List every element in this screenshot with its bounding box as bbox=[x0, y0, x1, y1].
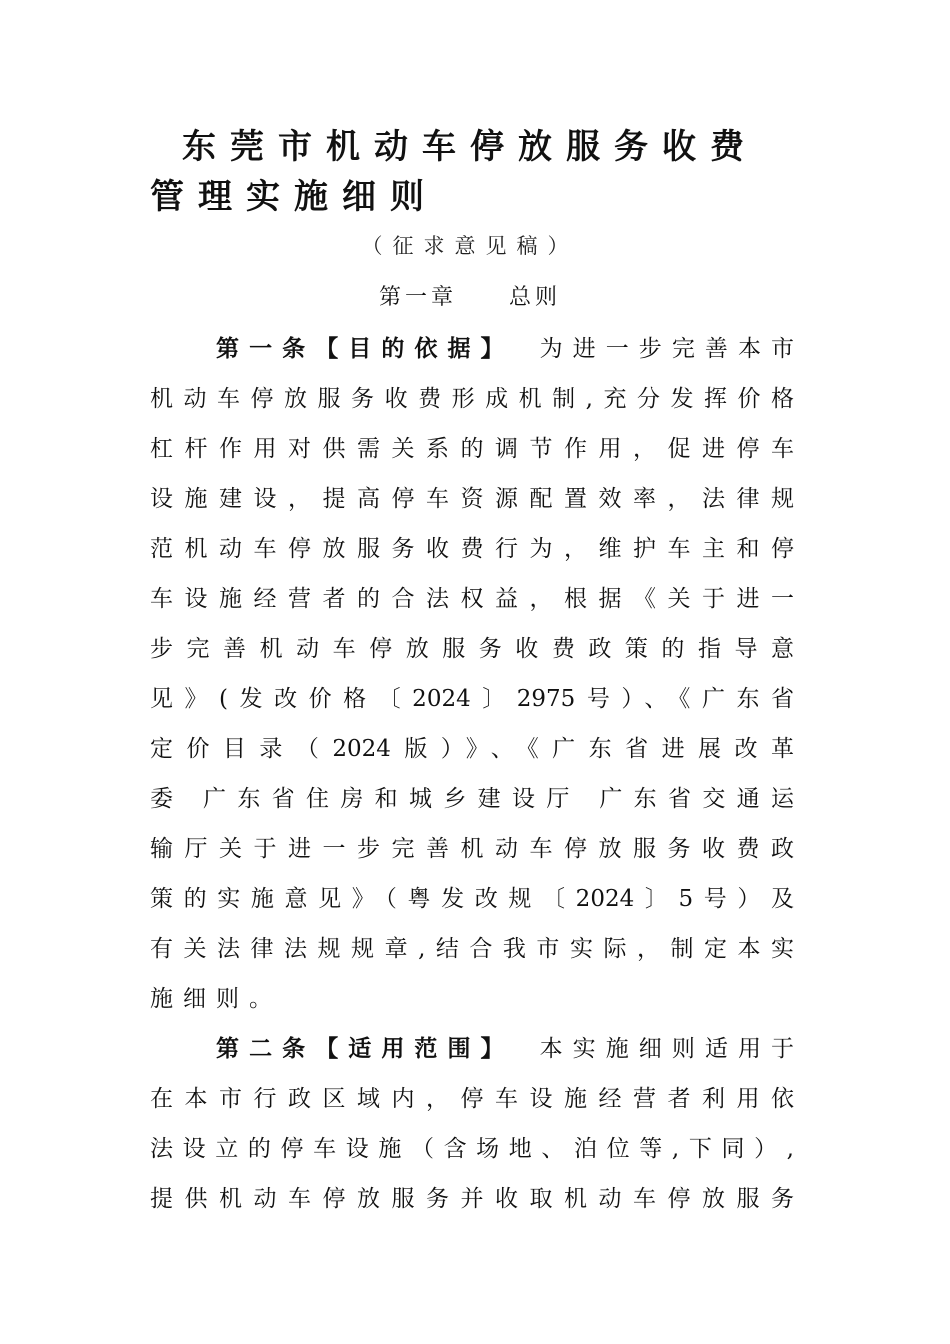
article-1-line: 输厅关于进一步完善机动车停放服务收费政 bbox=[150, 836, 794, 862]
article-2-line: 提供机动车停放服务并收取机动车停放服务 bbox=[150, 1186, 794, 1212]
article-2-line bbox=[216, 1024, 794, 1074]
article-1-heading: 第一条【目的依据】 bbox=[216, 336, 514, 362]
chapter-heading bbox=[150, 280, 790, 311]
article-1-line: 车设施经营者的合法权益，根据《关于进一 bbox=[150, 586, 794, 612]
document-title-line-1: 东莞市机动车停放服务收费 bbox=[182, 127, 758, 167]
chapter-label: 第一章 bbox=[378, 285, 457, 310]
article-1-text: 为进一步完善本市 bbox=[539, 336, 794, 362]
article-1-line bbox=[216, 324, 794, 374]
document-subtitle: （征求意见稿） bbox=[361, 234, 579, 258]
article-2-text: 本实施细则适用于 bbox=[539, 1036, 794, 1062]
document-title-line-2: 管理实施细则 bbox=[150, 177, 438, 217]
article-1-line: 定价目录（2024版）》、《广东省进展改革 bbox=[150, 736, 794, 762]
article-1-line: 杠杆作用对供需关系的调节作用，促进停车 bbox=[150, 436, 794, 462]
article-1-line: 施细则。 bbox=[150, 986, 282, 1012]
article-2-line: 在本市行政区域内，停车设施经营者利用依 bbox=[150, 1086, 794, 1112]
article-1-line: 设施建设，提高停车资源配置效率，法律规 bbox=[150, 486, 794, 512]
chapter-name: 总则 bbox=[509, 285, 562, 310]
article-1-line: 机动车停放服务收费形成机制,充分发挥价格 bbox=[150, 386, 794, 412]
article-1-line: 步完善机动车停放服务收费政策的指导意 bbox=[150, 636, 794, 662]
article-1-line: 委 广东省住房和城乡建设厅 广东省交通运 bbox=[150, 786, 794, 812]
article-2-heading: 第二条【适用范围】 bbox=[216, 1036, 514, 1062]
article-1-line: 策的实施意见》（粤发改规〔2024〕5号）及 bbox=[150, 886, 794, 912]
article-1-line: 见》(发改价格〔2024〕2975号）、《广东省 bbox=[150, 686, 794, 712]
article-1-line: 有关法律法规规章,结合我市实际，制定本实 bbox=[150, 936, 794, 962]
article-2-line: 法设立的停车设施（含场地、泊位等,下同）, bbox=[150, 1136, 794, 1162]
article-1-line: 范机动车停放服务收费行为，维护车主和停 bbox=[150, 536, 794, 562]
